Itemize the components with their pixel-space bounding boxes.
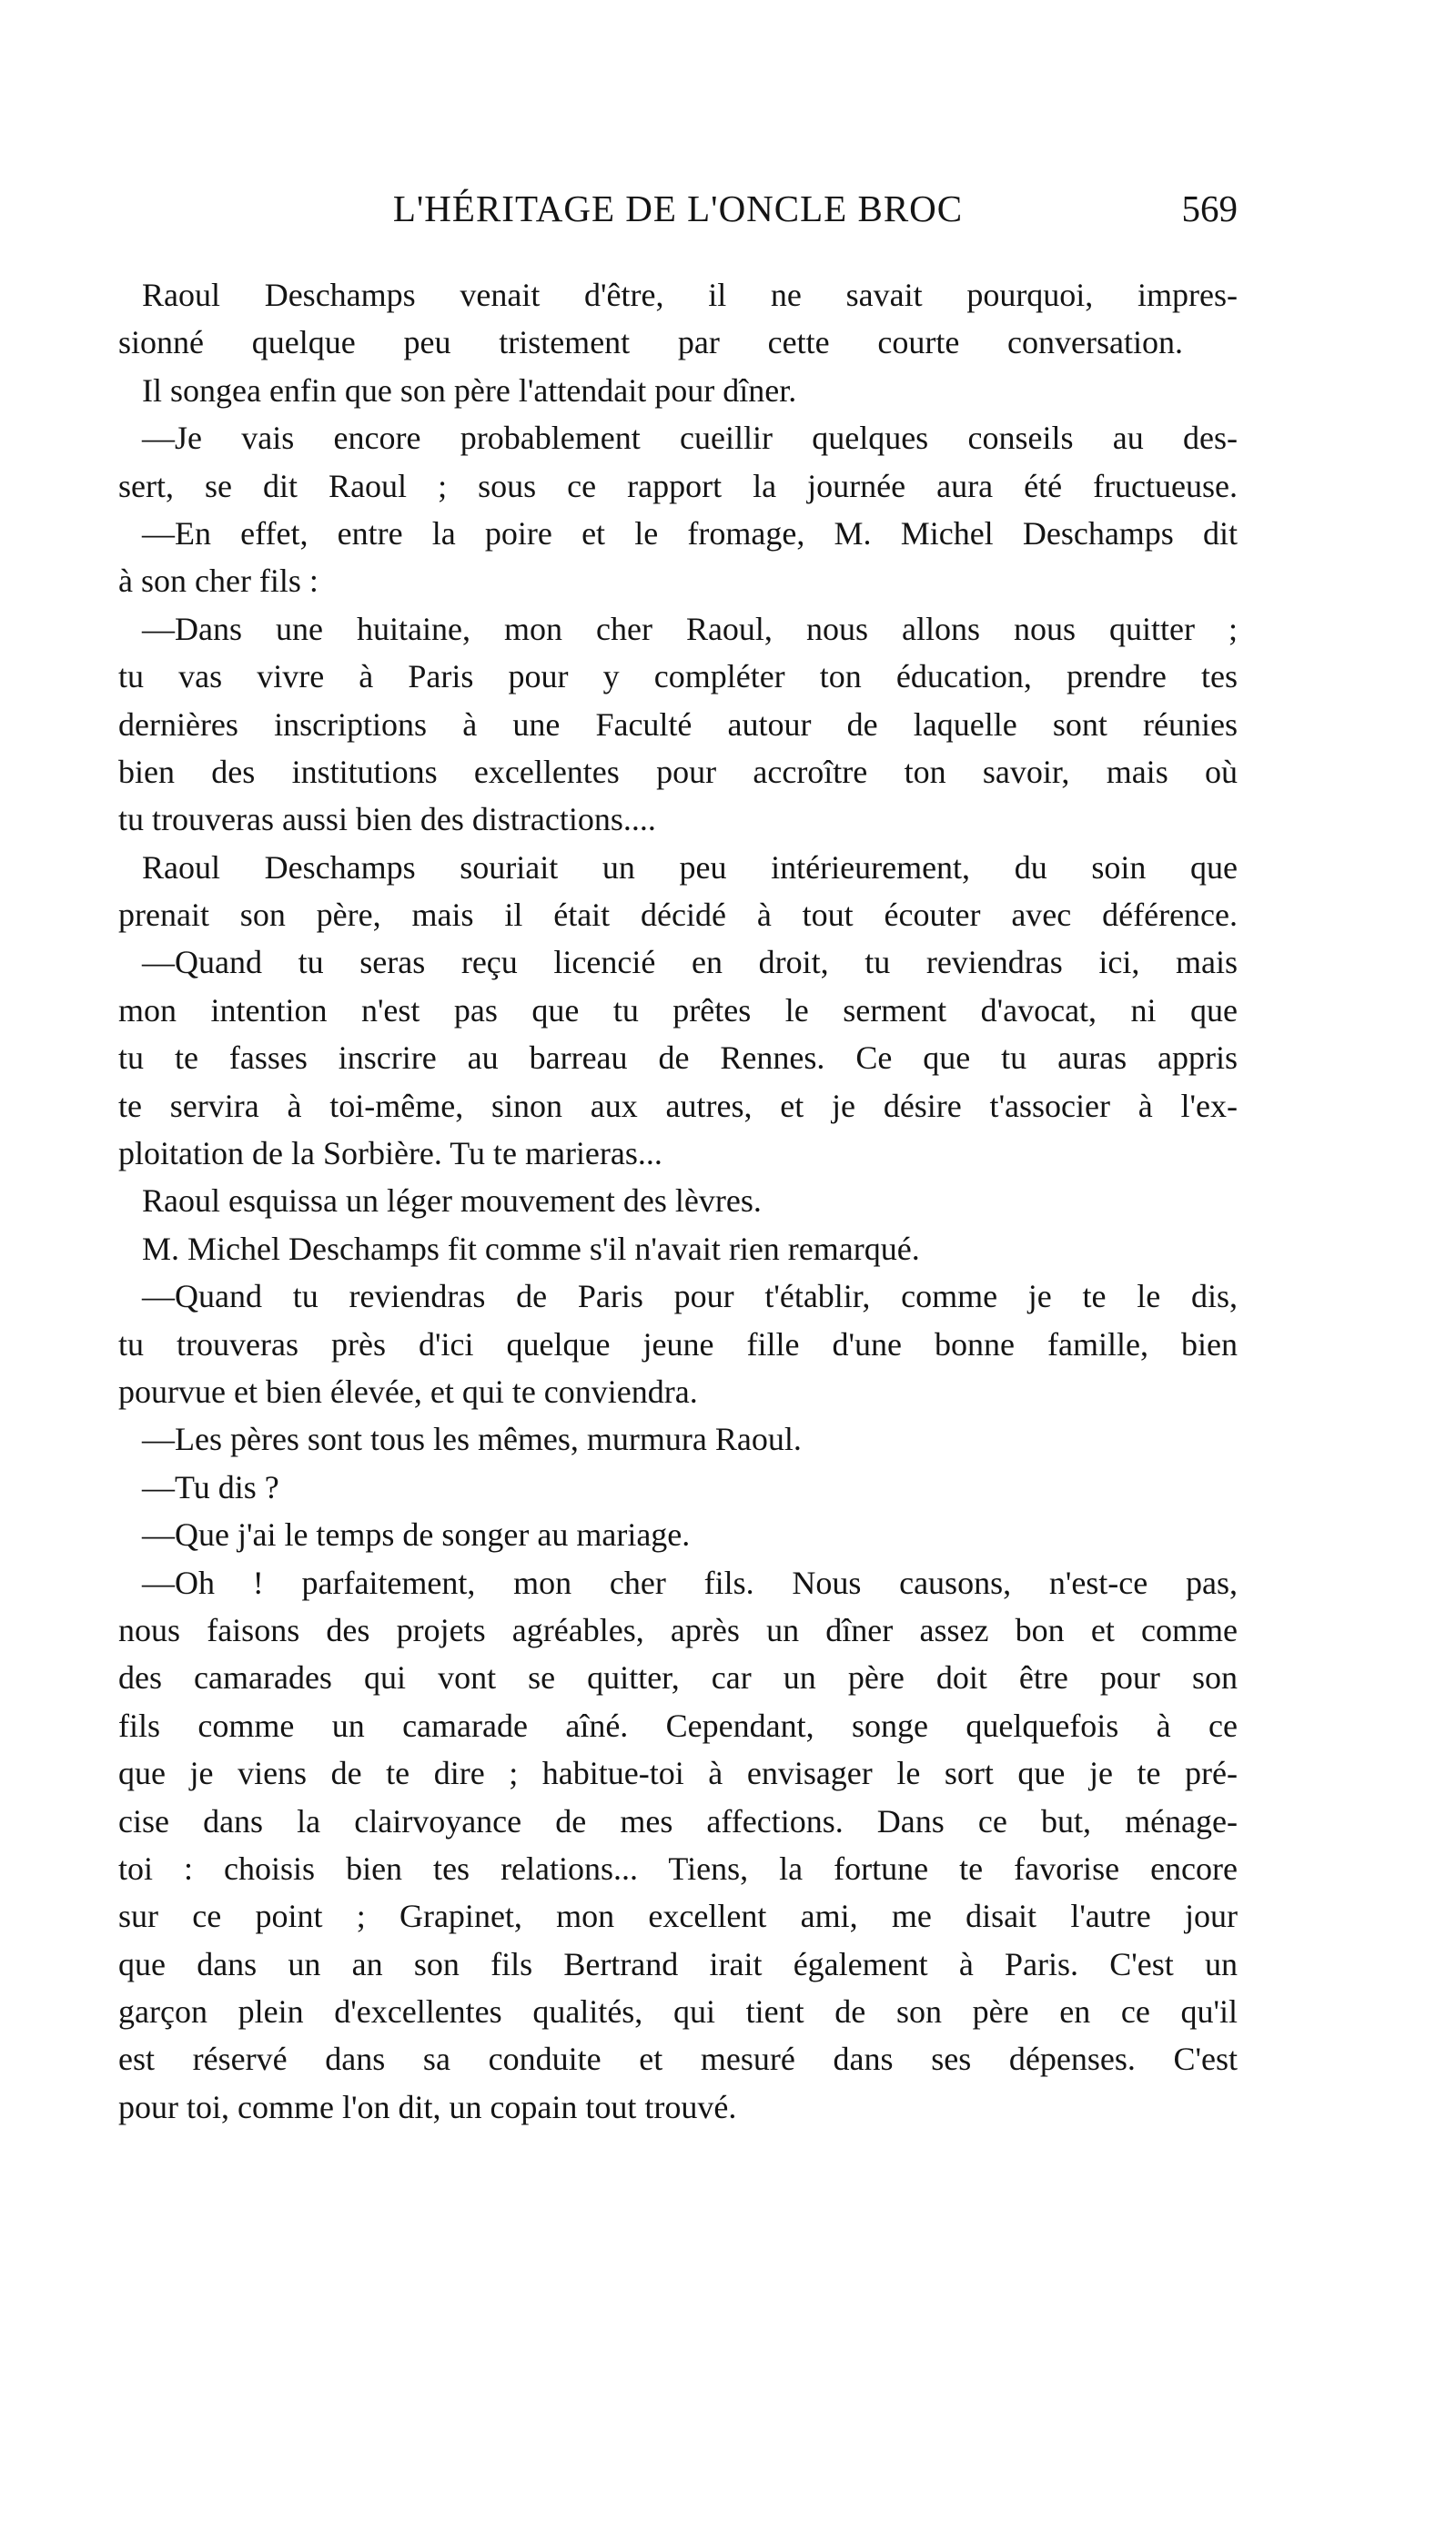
text-line: —Oh ! parfaitement, mon cher fils. Nous causons, n'est-ce pas,	[142, 1564, 1238, 1601]
text-line: à son cher fils :	[118, 563, 318, 600]
text-line: Il songea enfin que son père l'attendait pour dîner.	[142, 371, 797, 409]
text-line: des camarades qui vont se quitter, car un père doit être pour son	[118, 1659, 1238, 1697]
text-line: —Dans une huitaine, mon cher Raoul, nous allons nous quitter ;	[142, 610, 1238, 647]
text-line: —Quand tu seras reçu licencié en droit, tu reviendras ici, mais	[142, 944, 1238, 981]
text-line: toi : choisis bien tes relations... Tiens, la fortune te favorise encore	[118, 1850, 1238, 1887]
text-line: Raoul Deschamps venait d'être, il ne savait pourquoi, impres-	[142, 277, 1238, 313]
text-line: fils comme un camarade aîné. Cependant, songe quelquefois à ce	[118, 1707, 1238, 1744]
text-line: dernières inscriptions à une Faculté autour de laquelle sont réunies	[118, 705, 1238, 743]
page-number: 569	[1181, 188, 1238, 229]
text-line: tu trouveras aussi bien des distractions....	[118, 801, 656, 838]
text-line: que je viens de te dire ; habitue-toi à envisager le sort que je te pré-	[118, 1755, 1238, 1792]
text-line: tu te fasses inscrire au barreau de Rennes. Ce que tu auras appris	[118, 1039, 1238, 1077]
text-line: sionné quelque peu tristement par cette courte conversation.	[118, 324, 1183, 361]
text-line: bien des institutions excellentes pour accroître ton savoir, mais où	[118, 753, 1238, 790]
text-line: sert, se dit Raoul ; sous ce rapport la journée aura été fructueuse.	[118, 467, 1238, 504]
text-line: tu trouveras près d'ici quelque jeune fille d'une bonne famille, bien	[118, 1325, 1238, 1363]
text-line: mon intention n'est pas que tu prêtes le serment d'avocat, ni que	[118, 991, 1238, 1029]
text-line: prenait son père, mais il était décidé à tout écouter avec déférence.	[118, 897, 1238, 934]
text-line: —Je vais encore probablement cueillir quelques conseils au des-	[142, 420, 1238, 457]
text-line: cise dans la clairvoyance de mes affections. Dans ce but, ménage-	[118, 1802, 1238, 1840]
text-line: pourvue et bien élevée, et qui te conviendra.	[118, 1373, 698, 1410]
text-line: —En effet, entre la poire et le fromage, M. Michel Deschamps dit	[142, 514, 1238, 552]
running-title: L'HÉRITAGE DE L'ONCLE BROC	[392, 188, 964, 229]
text-line: —Tu dis ?	[142, 1468, 279, 1505]
text-line: est réservé dans sa conduite et mesuré dans ses dépenses. C'est	[118, 2041, 1238, 2078]
text-line: ploitation de la Sorbière. Tu te marieras...	[118, 1135, 662, 1172]
text-line: tu vas vivre à Paris pour y compléter ton éducation, prendre tes	[118, 658, 1238, 695]
text-line: M. Michel Deschamps fit comme s'il n'avait rien remarqué.	[142, 1230, 920, 1267]
text-line: —Les pères sont tous les mêmes, murmura Raoul.	[142, 1421, 802, 1458]
body-text	[118, 271, 1238, 2131]
text-line: te servira à toi-même, sinon aux autres, et je désire t'associer à l'ex-	[118, 1087, 1238, 1124]
text-line: pour toi, comme l'on dit, un copain tout trouvé.	[118, 2088, 737, 2125]
text-line: sur ce point ; Grapinet, mon excellent ami, me disait l'autre jour	[118, 1898, 1238, 1935]
text-line: nous faisons des projets agréables, après un dîner assez bon et comme	[118, 1611, 1238, 1648]
text-line: garçon plein d'excellentes qualités, qui tient de son père en ce qu'il	[118, 1993, 1238, 2031]
text-line: Raoul esquissa un léger mouvement des lèvres.	[142, 1182, 762, 1220]
running-head	[118, 187, 1238, 241]
text-line: —Quand tu reviendras de Paris pour t'établir, comme je te le dis,	[142, 1278, 1238, 1315]
text-line: que dans un an son fils Bertrand irait également à Paris. C'est un	[118, 1945, 1238, 1982]
text-line: —Que j'ai le temps de songer au mariage.	[142, 1516, 691, 1554]
text-line: Raoul Deschamps souriait un peu intérieurement, du soin que	[142, 848, 1238, 886]
